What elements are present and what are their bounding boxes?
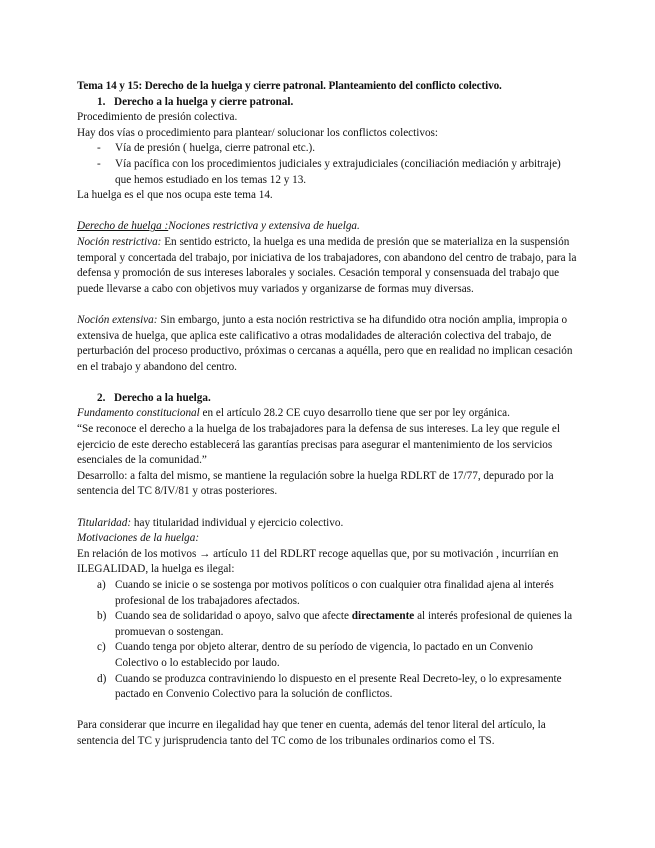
nociones-heading bbox=[77, 219, 577, 235]
titularidad-text: hay titularidad individual y ejercicio colectivo. bbox=[131, 516, 344, 529]
document-title: Tema 14 y 15: Derecho de la huelga y cierre patronal. Planteamiento del conflicto colectivo. bbox=[77, 80, 502, 92]
spacer bbox=[77, 703, 577, 719]
list-item-text: Cuando se inicie o se sostenga por motivos políticos o con cualquier otra finalidad ajena al interés profesional de los trabajadores afectados. bbox=[115, 579, 554, 607]
nocion-restrictiva-paragraph bbox=[77, 235, 577, 297]
list-marker: b) bbox=[97, 610, 107, 623]
titularidad-paragraph bbox=[77, 516, 577, 532]
list-marker: d) bbox=[97, 672, 107, 685]
titularidad-label: Titularidad: bbox=[77, 516, 132, 529]
list-item-text: Cuando tenga por objeto alterar, dentro de su período de vigencia, lo pactado en un Convenio Colectivo o lo establecido por laudo. bbox=[115, 641, 534, 669]
list-item bbox=[77, 578, 577, 609]
section-2-heading-text: Derecho a la huelga. bbox=[114, 391, 211, 404]
list-marker: a) bbox=[97, 579, 106, 591]
fundamento-text: en el artículo 28.2 CE cuyo desarrollo tiene que ser por ley orgánica. bbox=[199, 407, 510, 420]
list-item bbox=[77, 157, 577, 188]
section-1-number: 1. bbox=[97, 95, 106, 108]
section-2-number: 2. bbox=[97, 391, 106, 404]
nocion-extensiva-text: Sin embargo, junto a esta noción restrictiva se ha difundido otra noción amplia, impropia o extensiva de huelga, que aplica este calificativo a otras modalidades de alteración colectiva del trabajo, de perturbación del proceso productivo, próximas o cercanas a aquélla, pero que en realidad no implican cesación en el trabajo y abandono del centro. bbox=[77, 313, 573, 373]
section-1-intro: Procedimiento de presión colectiva. bbox=[77, 111, 238, 124]
spacer bbox=[77, 204, 577, 220]
motivaciones-intro: En relación de los motivos → artículo 11 del RDLRT recoge aquellas que, por su motivación , incurriían en ILEGALIDAD, la huelga es ilegal: bbox=[77, 547, 559, 576]
list-marker: c) bbox=[97, 641, 106, 654]
list-item bbox=[77, 672, 577, 703]
motivaciones-heading: Motivaciones de la huelga: bbox=[77, 532, 200, 545]
nocion-restrictiva-text: En sentido estricto, la huelga es una medida de presión que se materializa en la suspensión temporal y concertada del trabajo, por iniciativa de los trabajadores, con abandono del centro de trabajo, para la defensa y promoción de sus intereses laborales y sociales. Cesación temporal y consensuada del trabajo que puede llevarse a cabo con objetivos muy variados y organizarse de formas muy diversas. bbox=[77, 235, 577, 295]
section-1-heading bbox=[77, 95, 577, 111]
list-marker: - bbox=[97, 157, 101, 170]
list-item bbox=[77, 609, 577, 640]
nocion-restrictiva-label: Noción restrictiva: bbox=[77, 235, 162, 248]
motivaciones-list bbox=[77, 578, 577, 703]
section-2-heading bbox=[77, 391, 577, 407]
fundamento-label: Fundamento constitucional bbox=[77, 407, 200, 420]
list-item-text: Vía de presión ( huelga, cierre patronal etc.). bbox=[115, 142, 316, 155]
section-1-lead: Hay dos vías o procedimiento para plantear/ solucionar los conflictos colectivos: bbox=[77, 126, 439, 139]
list-item-text-end: al interés profesional de quienes la promuevan o sostengan. bbox=[115, 610, 573, 638]
spacer bbox=[77, 297, 577, 313]
emphasis-text: directamente bbox=[351, 610, 415, 623]
document-page bbox=[77, 79, 577, 750]
section-1-closing: La huelga es el que nos ocupa este tema 14. bbox=[77, 189, 273, 202]
nocion-extensiva-paragraph bbox=[77, 313, 577, 375]
nocion-extensiva-label: Noción extensiva: bbox=[77, 313, 158, 326]
list-item-text: Cuando sea de solidaridad o apoyo, salvo que afecte bbox=[115, 610, 352, 623]
nociones-heading-rest: Nociones restrictiva y extensiva de huelga. bbox=[168, 220, 360, 233]
nociones-heading-underlined: Derecho de huelga : bbox=[77, 220, 169, 233]
desarrollo-paragraph: Desarrollo: a falta del mismo, se mantiene la regulación sobre la huelga RDLRT de 17/77, depurado por la sentencia del TC 8/IV/81 y otras posteriores. bbox=[77, 469, 554, 498]
section-1-list bbox=[77, 141, 577, 188]
spacer bbox=[77, 500, 577, 516]
fundamento-paragraph bbox=[77, 406, 577, 422]
list-marker: - bbox=[97, 142, 101, 155]
list-item bbox=[77, 141, 577, 157]
list-item-text: Vía pacífica con los procedimientos judiciales y extrajudiciales (conciliación mediación y arbitraje) que hemos estudiado en los temas 12 y 13. bbox=[115, 157, 561, 186]
section-1-heading-text: Derecho a la huelga y cierre patronal. bbox=[114, 95, 294, 108]
spacer bbox=[77, 375, 577, 391]
list-item bbox=[77, 640, 577, 671]
constitution-quote: “Se reconoce el derecho a la huelga de los trabajadores para la defensa de sus intereses. La ley que regule el ejercicio de este derecho establecerá las garantías precisas para asegurar el mantenimiento de los servicios esenciales de la comunidad.” bbox=[77, 423, 561, 467]
list-item-text: Cuando se produzca contraviniendo lo dispuesto en el presente Real Decreto-ley, o lo expresamente pactado en Convenio Colectivo para la solución de conflictos. bbox=[115, 672, 562, 701]
closing-paragraph: Para considerar que incurre en ilegalidad hay que tener en cuenta, además del tenor literal del artículo, la sentencia del TC y jurisprudencia tanto del TC como de los tribunales ordinarios como el TS. bbox=[77, 719, 546, 747]
